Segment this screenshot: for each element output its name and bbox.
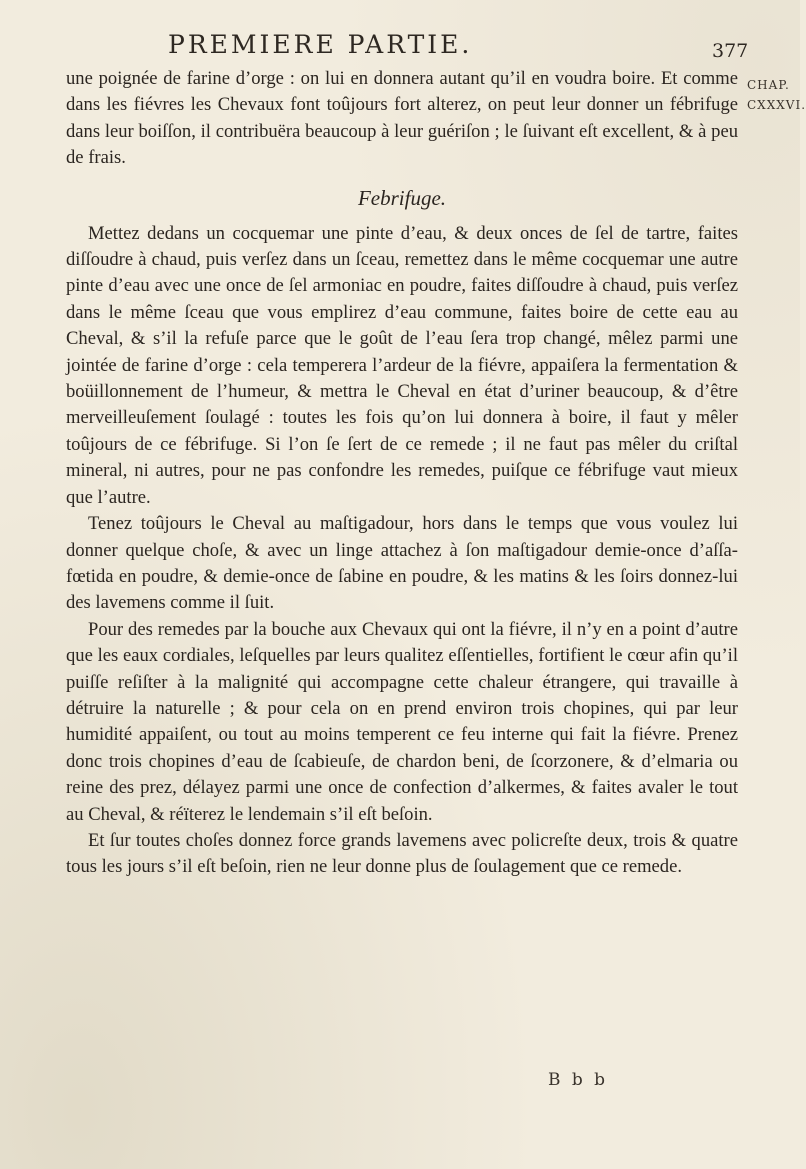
- running-head: PREMIERE PARTIE.: [168, 30, 473, 59]
- page-number: 377: [712, 40, 749, 62]
- paragraph-lavemens: Et ſur toutes choſes donnez force grands lavemens avec policreſte deux, trois & quatre tous les jours s’il eſt beſoin, rien ne leur donne plus de ſoulagement que ce remede.: [66, 829, 738, 878]
- margin-note-line-2: CXXXVI.: [747, 98, 806, 112]
- paragraph-recipe: Mettez dedans un cocquemar une pinte d’eau, & deux onces de ſel de tartre, faites diſſoudre à chaud, puis verſez dans un ſceau, remettez dans le même cocquemar une autre pinte d’eau avec une once de ſel armoniac en poudre, faites diſſoudre à chaud, puis verſez dans le même ſceau que vous emplirez d’eau commune, faites boire de cette eau au Cheval, & s’il la refuſe parce que le goût de l’eau ſera trop changé, mêlez parmi une jointée de farine d’orge : cela temperera l’ardeur de la fiévre, appaiſera la fermentation & boüillonnement de l’humeur, & mettra le Cheval en état d’uriner beaucoup, & d’être merveilleuſement ſoulagé : toutes les fois qu’on lui donnera à boire, il faut y mêler toûjours de ce fébrifuge. Si l’on ſe ſert de ce remede ; il ne faut pas mêler du criſtal mineral, ni autres, pour ne pas confondre les remedes, puiſque ce fébrifuge vaut mieux que l’autre.: [66, 222, 738, 508]
- paragraph-mastigadour: Tenez toûjours le Cheval au maſtigadour, hors dans le temps que vous voulez lui donner quelque choſe, & avec un linge attachez à ſon maſtigadour demie-once d’aſſa-fœtida en poudre, & demie-once de ſabine en poudre, & les matins & les ſoirs donnez-lui des lavemens comme il ſuit.: [66, 513, 738, 614]
- margin-note-line-1: CHAP.: [747, 78, 790, 92]
- paragraph-remedies: Pour des remedes par la bouche aux Chevaux qui ont la fiévre, il n’y en a point d’autre que les eaux cordiales, leſquelles par leurs qualitez eſſentielles, fortifient le cœur afin qu’il puiſſe reſiſter à la malignité qui accompagne cette chaleur étrangere, qui travaille à détruire la naturelle ; & pour cela on en prend environ trois chopines, qui par leur humidité appaiſent, ou tout au moins temperent ce feu interne qui fait la fiévre. Prenez donc trois chopines d’eau de ſcabieuſe, de chardon beni, de ſcorzonere, & d’elmaria ou reine des prez, délayez parmi une once de confection d’alkermes, & faites avaler le tout au Cheval, & réïterez le lendemain s’il eſt beſoin.: [66, 618, 738, 825]
- paragraph-intro: une poignée de farine d’orge : on lui en donnera autant qu’il en voudra boire. Et comme dans les fiévres les Chevaux font toûjours fort alterez, on peut leur donner un fébrifuge dans leur boiſſon, il contribuëra beaucoup à leur guériſon ; le ſuivant eſt excellent, & à peu de frais.: [66, 68, 738, 169]
- margin-note-chapter: [747, 75, 806, 115]
- signature-mark: B b b: [548, 1070, 609, 1090]
- body-text: [66, 66, 738, 881]
- section-heading: Febrifuge.: [357, 185, 447, 210]
